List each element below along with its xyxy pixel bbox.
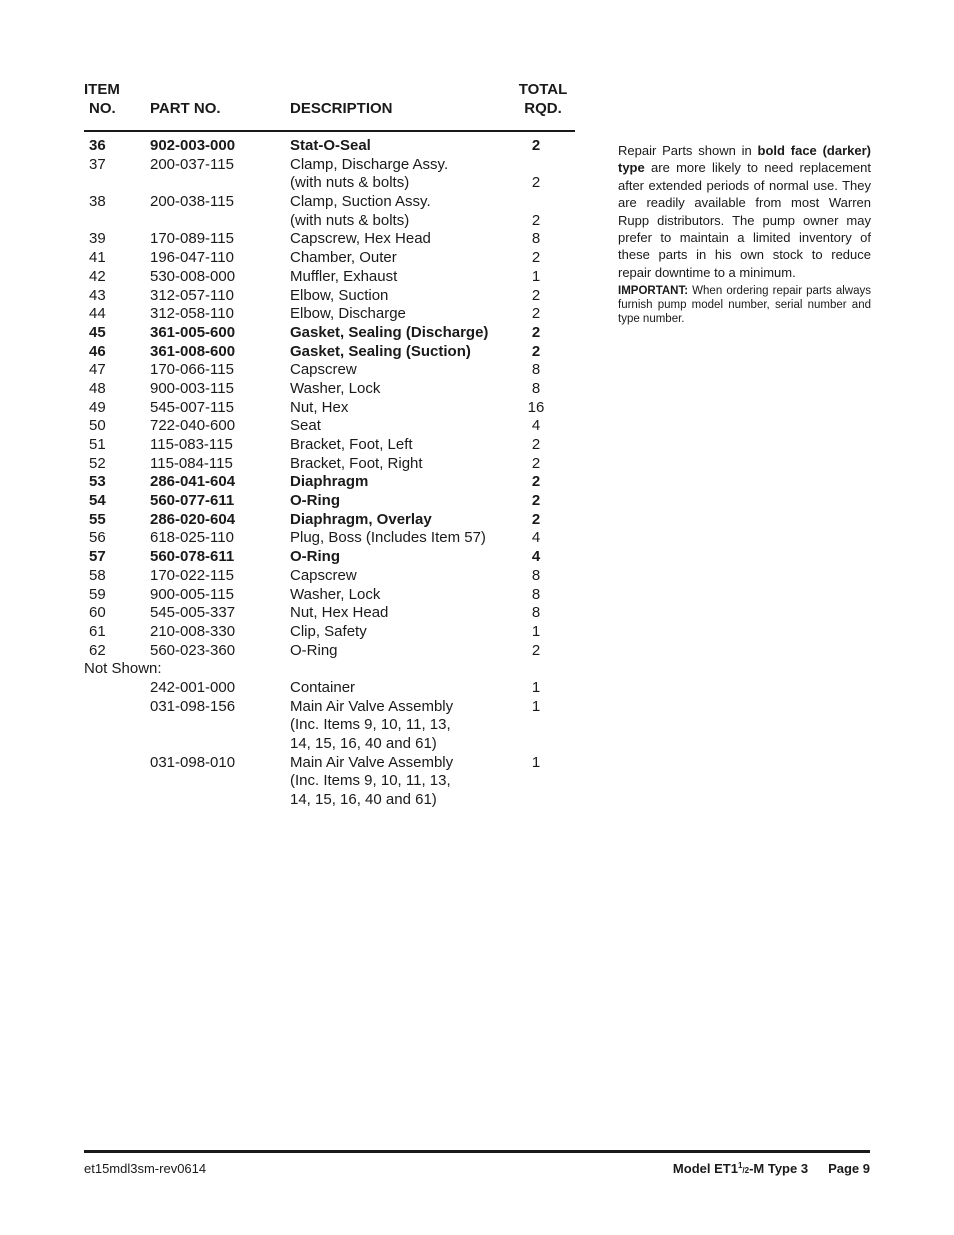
part-number: 196-047-110 bbox=[150, 249, 234, 267]
part-number: 312-057-110 bbox=[150, 286, 234, 304]
item-number: 43 bbox=[89, 286, 106, 304]
quantity-required: 2 bbox=[531, 137, 541, 154]
item-number: 49 bbox=[89, 398, 106, 416]
quantity-required: 4 bbox=[531, 417, 541, 435]
table-note-row bbox=[0, 660, 600, 679]
item-number: 37 bbox=[89, 155, 106, 173]
item-number: 55 bbox=[89, 510, 106, 528]
part-number: 361-008-600 bbox=[150, 342, 236, 360]
quantity-required: 4 bbox=[531, 548, 541, 566]
part-number: 902-003-000 bbox=[150, 137, 236, 154]
quantity-required: 1 bbox=[531, 697, 541, 715]
intro-text-2: are more likely to need replacement after extended periods of normal use. They are readily available from most Warren Rupp distributors. The pump owner may prefer to maintain a limited inventory of these parts in his own stock to reduce repair downtime to a minimum. bbox=[618, 160, 871, 280]
quantity-required: 8 bbox=[531, 585, 541, 603]
table-row bbox=[0, 679, 600, 698]
part-number: 170-022-115 bbox=[150, 566, 234, 584]
item-number: 59 bbox=[89, 585, 106, 603]
part-number: 200-037-115 bbox=[150, 155, 234, 173]
header-description: DESCRIPTION bbox=[290, 100, 393, 117]
part-description: Muffler, Exhaust bbox=[290, 267, 398, 285]
table-row bbox=[0, 399, 600, 418]
part-number: 170-066-115 bbox=[150, 361, 234, 379]
table-row bbox=[0, 455, 600, 474]
item-number: 61 bbox=[89, 622, 106, 640]
part-description: O-Ring bbox=[290, 641, 338, 659]
header-item-line2: NO. bbox=[89, 100, 116, 117]
important-note bbox=[618, 284, 871, 326]
part-description: Seat bbox=[290, 417, 321, 435]
table-row bbox=[0, 268, 600, 287]
repair-parts-intro bbox=[618, 142, 871, 281]
part-number: 031-098-010 bbox=[150, 753, 236, 771]
part-description: O-Ring bbox=[290, 548, 340, 566]
part-description: Clip, Safety bbox=[290, 622, 367, 640]
fraction-numerator: 1 bbox=[737, 1161, 743, 1170]
intro-bold-text: bold face (darker) type bbox=[618, 143, 871, 176]
item-number: 36 bbox=[89, 137, 106, 154]
table-row bbox=[0, 380, 600, 399]
fraction-slash: / bbox=[742, 1166, 745, 1175]
part-number: 560-077-611 bbox=[150, 492, 235, 510]
quantity-required: 2 bbox=[531, 510, 541, 528]
repair-parts-note bbox=[618, 142, 871, 326]
item-number: 46 bbox=[89, 342, 106, 360]
part-description: Chamber, Outer bbox=[290, 249, 397, 267]
part-number: 361-005-600 bbox=[150, 323, 236, 341]
table-row bbox=[0, 174, 600, 193]
part-number: 545-005-337 bbox=[150, 604, 236, 622]
part-description: Gasket, Sealing (Discharge) bbox=[290, 323, 489, 341]
table-row bbox=[0, 473, 600, 492]
quantity-required: 8 bbox=[531, 361, 541, 379]
part-description: Diaphragm, Overlay bbox=[290, 510, 432, 528]
header-rule bbox=[84, 130, 575, 132]
part-description: Bracket, Foot, Right bbox=[290, 454, 423, 472]
quantity-required: 2 bbox=[531, 473, 541, 491]
item-number: 62 bbox=[89, 641, 106, 659]
part-description: Main Air Valve Assembly bbox=[290, 753, 454, 771]
part-number: 242-001-000 bbox=[150, 678, 236, 696]
part-number: 115-083-115 bbox=[150, 436, 233, 453]
item-number: 53 bbox=[89, 473, 106, 491]
part-number: 560-078-611 bbox=[150, 548, 235, 566]
part-description: Bracket, Foot, Left bbox=[290, 436, 413, 453]
part-description: (with nuts & bolts) bbox=[290, 174, 410, 192]
table-row bbox=[0, 716, 600, 735]
item-number: 38 bbox=[89, 193, 106, 211]
quantity-required: 2 bbox=[531, 286, 541, 304]
part-description: Capscrew bbox=[290, 566, 357, 584]
part-description: Capscrew, Hex Head bbox=[290, 230, 431, 248]
header-item-line1: ITEM bbox=[84, 81, 120, 98]
part-description: Washer, Lock bbox=[290, 585, 381, 603]
quantity-required: 2 bbox=[531, 436, 541, 453]
table-row bbox=[0, 567, 600, 586]
part-number: 900-005-115 bbox=[150, 585, 234, 603]
part-number: 170-089-115 bbox=[150, 230, 234, 248]
part-description: Nut, Hex Head bbox=[290, 604, 389, 622]
item-number: 39 bbox=[89, 230, 106, 248]
part-description: (with nuts & bolts) bbox=[290, 211, 410, 229]
part-description: Main Air Valve Assembly bbox=[290, 697, 454, 715]
table-row bbox=[0, 754, 600, 773]
important-label: IMPORTANT: bbox=[618, 285, 689, 298]
part-description: (Inc. Items 9, 10, 11, 13, bbox=[290, 716, 451, 734]
intro-text-1: Repair Parts shown in bbox=[618, 143, 758, 158]
quantity-required: 2 bbox=[531, 305, 541, 323]
part-number: 031-098-156 bbox=[150, 697, 236, 715]
table-row bbox=[0, 623, 600, 642]
part-number: 200-038-115 bbox=[150, 193, 234, 211]
quantity-required: 1 bbox=[531, 753, 541, 771]
part-number: 312-058-110 bbox=[150, 305, 234, 323]
part-description: O-Ring bbox=[290, 492, 340, 510]
parts-table bbox=[0, 137, 600, 810]
table-row bbox=[0, 305, 600, 324]
quantity-required: 16 bbox=[527, 398, 545, 416]
table-row bbox=[0, 212, 600, 231]
quantity-required: 2 bbox=[531, 454, 541, 472]
table-row bbox=[0, 548, 600, 567]
table-row bbox=[0, 511, 600, 530]
part-description: Gasket, Sealing (Suction) bbox=[290, 342, 471, 360]
table-row bbox=[0, 586, 600, 605]
part-description: Stat-O-Seal bbox=[290, 137, 371, 154]
part-number: 722-040-600 bbox=[150, 417, 236, 435]
part-description: Nut, Hex bbox=[290, 398, 349, 416]
table-row bbox=[0, 361, 600, 380]
part-number: 530-008-000 bbox=[150, 267, 236, 285]
item-number: 52 bbox=[89, 454, 106, 472]
not-shown-label: Not Shown: bbox=[84, 660, 162, 678]
quantity-required: 1 bbox=[531, 267, 541, 285]
part-description: Elbow, Suction bbox=[290, 286, 389, 304]
quantity-required: 4 bbox=[531, 529, 541, 547]
table-row bbox=[0, 698, 600, 717]
table-row bbox=[0, 417, 600, 436]
quantity-required: 2 bbox=[531, 323, 541, 341]
part-description: Capscrew bbox=[290, 361, 357, 379]
part-number: 115-084-115 bbox=[150, 454, 233, 472]
quantity-required: 2 bbox=[531, 641, 541, 659]
item-number: 58 bbox=[89, 566, 106, 584]
item-number: 56 bbox=[89, 529, 106, 547]
document-code: et15mdl3sm-rev0614 bbox=[84, 1161, 207, 1176]
model-suffix: -M Type 3 bbox=[749, 1161, 809, 1176]
fraction-denominator: 2 bbox=[744, 1166, 750, 1175]
part-description: Diaphragm bbox=[290, 473, 369, 491]
table-row bbox=[0, 791, 600, 810]
model-prefix: Model ET1 bbox=[672, 1161, 738, 1176]
model-page-label bbox=[673, 1161, 870, 1176]
item-number: 47 bbox=[89, 361, 106, 379]
item-number: 44 bbox=[89, 305, 106, 323]
part-number: 560-023-360 bbox=[150, 641, 236, 659]
item-number: 45 bbox=[89, 323, 106, 341]
item-number: 42 bbox=[89, 267, 106, 285]
table-row bbox=[0, 529, 600, 548]
part-number: 286-041-604 bbox=[150, 473, 236, 491]
header-total-line2: RQD. bbox=[524, 100, 562, 117]
table-row bbox=[0, 193, 600, 212]
quantity-required: 2 bbox=[531, 211, 541, 229]
table-row bbox=[0, 436, 600, 455]
table-row bbox=[0, 137, 600, 156]
item-number: 41 bbox=[89, 249, 106, 267]
table-row bbox=[0, 604, 600, 623]
table-row bbox=[0, 642, 600, 661]
header-total-rqd bbox=[516, 80, 570, 118]
table-row bbox=[0, 343, 600, 362]
part-number: 545-007-115 bbox=[150, 398, 234, 416]
quantity-required: 8 bbox=[531, 604, 541, 622]
quantity-required: 8 bbox=[531, 230, 541, 248]
header-total-line1: TOTAL bbox=[518, 81, 568, 98]
item-number: 54 bbox=[89, 492, 106, 510]
table-row bbox=[0, 324, 600, 343]
important-text: When ordering repair parts always furnish pump model number, serial number and type number. bbox=[618, 285, 871, 326]
part-description: Clamp, Suction Assy. bbox=[290, 193, 431, 211]
quantity-required: 8 bbox=[531, 566, 541, 584]
quantity-required: 2 bbox=[531, 492, 541, 510]
quantity-required: 1 bbox=[531, 622, 541, 640]
table-row bbox=[0, 492, 600, 511]
table-row bbox=[0, 249, 600, 268]
part-description: Plug, Boss (Includes Item 57) bbox=[290, 529, 486, 547]
table-row bbox=[0, 287, 600, 306]
item-number: 51 bbox=[89, 436, 106, 453]
table-row bbox=[0, 735, 600, 754]
part-description: (Inc. Items 9, 10, 11, 13, bbox=[290, 772, 451, 790]
page-number: Page 9 bbox=[828, 1161, 870, 1176]
part-description: Washer, Lock bbox=[290, 379, 381, 397]
part-description: Clamp, Discharge Assy. bbox=[290, 155, 449, 173]
table-row bbox=[0, 156, 600, 175]
part-description: Container bbox=[290, 678, 356, 696]
part-description: Elbow, Discharge bbox=[290, 305, 406, 323]
header-part-no: PART NO. bbox=[150, 100, 221, 117]
part-description: 14, 15, 16, 40 and 61) bbox=[290, 791, 437, 809]
quantity-required: 2 bbox=[531, 174, 541, 192]
item-number: 57 bbox=[89, 548, 106, 566]
item-number: 60 bbox=[89, 604, 106, 622]
part-number: 900-003-115 bbox=[150, 379, 234, 397]
part-number: 286-020-604 bbox=[150, 510, 236, 528]
item-number: 50 bbox=[89, 417, 106, 435]
item-number: 48 bbox=[89, 379, 106, 397]
header-item-no bbox=[84, 80, 120, 118]
quantity-required: 2 bbox=[531, 249, 541, 267]
part-number: 210-008-330 bbox=[150, 622, 236, 640]
part-number: 618-025-110 bbox=[150, 529, 234, 547]
quantity-required: 1 bbox=[531, 678, 541, 696]
quantity-required: 8 bbox=[531, 379, 541, 397]
footer-rule bbox=[84, 1150, 870, 1153]
table-row bbox=[0, 772, 600, 791]
part-description: 14, 15, 16, 40 and 61) bbox=[290, 735, 437, 752]
table-row bbox=[0, 230, 600, 249]
quantity-required: 2 bbox=[531, 342, 541, 360]
